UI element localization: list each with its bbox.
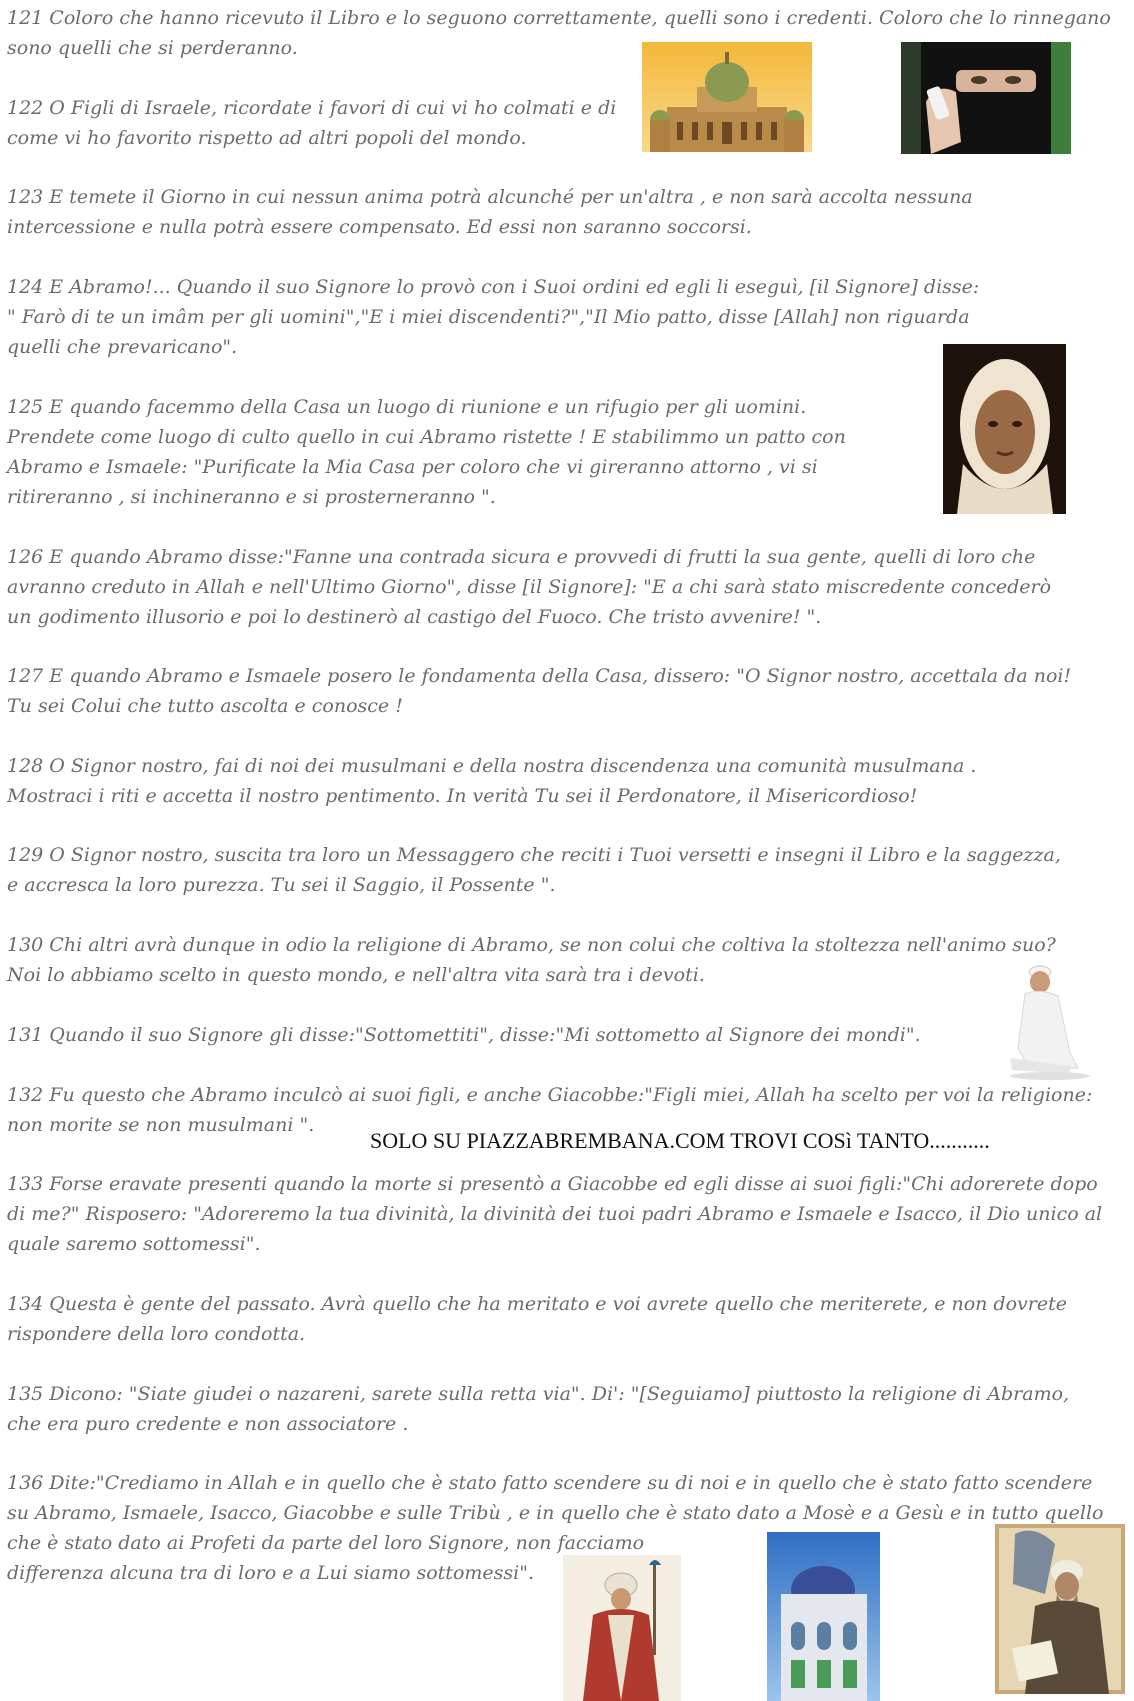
boy-praying-image: [1000, 958, 1092, 1080]
verse-129: 129 O Signor nostro, suscita tra loro un Messaggero che reciti i Tuoi versetti e insegni il Libro e la saggezza, e accresca la loro purezza. Tu sei il Saggio, il Possente ".: [7, 844, 1061, 896]
verse-123: 123 E temete il Giorno in cui nessun anima potrà alcunché per un'altra , e non sarà accolta nessuna intercessione e nulla potrà essere compensato. Ed essi non saranno soccorsi.: [7, 186, 973, 238]
promo-banner: SOLO SU PIAZZABREMBANA.COM TROVI COSì TANTO...........: [370, 1128, 990, 1153]
woman-niqab-phone-image: [901, 42, 1071, 154]
mosque-blue-dome-image: [767, 1532, 880, 1701]
verse-131: 131 Quando il suo Signore gli disse:"Sottomettiti", disse:"Mi sottometto al Signore dei mondi".: [7, 1024, 921, 1046]
woman-white-veil-image: [943, 344, 1066, 514]
verse-126: 126 E quando Abramo disse:"Fanne una contrada sicura e provvedi di frutti la sua gente, quelli di loro che avranno creduto in Allah e nell'Ultimo Giorno", disse [il Signore]: "E a chi sarà stato miscredente concederò un godimento illusorio e poi lo destinerò al castigo del Fuoco. Che tristo avvenire! ".: [7, 546, 1052, 628]
verse-133: 133 Forse eravate presenti quando la morte si presentò a Giacobbe ed egli disse ai suoi figli:"Chi adorerete dopo di me?" Risposero: "Adoreremo la tua divinità, la divinità dei tuoi padri Abramo e Ismaele e Isacco, il Dio unico al quale saremo sottomessi".: [7, 1173, 1103, 1255]
verse-124: 124 E Abramo!... Quando il suo Signore lo provò con i Suoi ordini ed egli li eseguì, [il Signore] disse: " Farò di te un imâm per gli uomini","E i miei discendenti?","Il Mio patto, disse [Allah] non riguarda quelli che prevaricano".: [7, 276, 980, 358]
verse-128: 128 O Signor nostro, fai di noi dei musulmani e della nostra discendenza una comunità musulmana . Mostraci i riti e accetta il nostro pentimento. In verità Tu sei il Perdonatore, il Misericordioso!: [7, 755, 977, 807]
verse-127: 127 E quando Abramo e Ismaele posero le fondamenta della Casa, dissero: "O Signor nostro, accettala da noi! Tu sei Colui che tutto ascolta e conosce !: [7, 665, 1072, 717]
scholar-reading-painting-image: [995, 1524, 1125, 1694]
verse-135: 135 Dicono: "Siate giudei o nazareni, sarete sulla retta via". Di': "[Seguiamo] piuttosto la religione di Abramo, che era puro credente e non associatore .: [7, 1383, 1070, 1435]
verse-134: 134 Questa è gente del passato. Avrà quello che ha meritato e voi avrete quello che meriterete, e non dovrete rispondere della loro condotta.: [7, 1293, 1067, 1345]
verse-132: 132 Fu questo che Abramo inculcò ai suoi figli, e anche Giacobbe:"Figli miei, Allah ha scelto per voi la religione: non morite se non musulmani ".: [7, 1084, 1093, 1136]
verse-125: 125 E quando facemmo della Casa un luogo di riunione e un rifugio per gli uomini. Prendete come luogo di culto quello in cui Abramo ristette ! E stabilimmo un patto con Abramo e Ismaele: "Purificate la Mia Casa per coloro che vi gireranno attorno , vi si ritireranno , si inchineranno e si prosterneranno ".: [7, 396, 846, 508]
verse-130: 130 Chi altri avrà dunque in odio la religione di Abramo, se non colui che coltiva la stoltezza nell'animo suo? Noi lo abbiamo scelto in questo mondo, e nell'altra vita sarà tra i devoti.: [7, 934, 1056, 986]
turbaned-warrior-painting-image: [563, 1555, 681, 1701]
verse-121: 121 Coloro che hanno ricevuto il Libro e lo seguono correttamente, quelli sono i credenti. Coloro che lo rinnegano sono quelli che si perderanno.: [7, 7, 1111, 59]
verse-122: 122 O Figli di Israele, ricordate i favori di cui vi ho colmati e di come vi ho favorito rispetto ad altri popoli del mondo.: [7, 97, 617, 149]
verse-136: 136 Dite:"Crediamo in Allah e in quello che è stato fatto scendere su di noi e in quello che è stato fatto scendere su Abramo, Ismaele, Isacco, Giacobbe e sulle Tribù , e in quello che è stato dato a Mosè e a Gesù e in tutto quello che è stato dato ai Profeti da parte del loro Signore, non facciamo differenza alcuna tra di loro e a Lui siamo sottomessi".: [7, 1472, 1104, 1584]
mosque-golden-domes-image: [642, 42, 812, 152]
